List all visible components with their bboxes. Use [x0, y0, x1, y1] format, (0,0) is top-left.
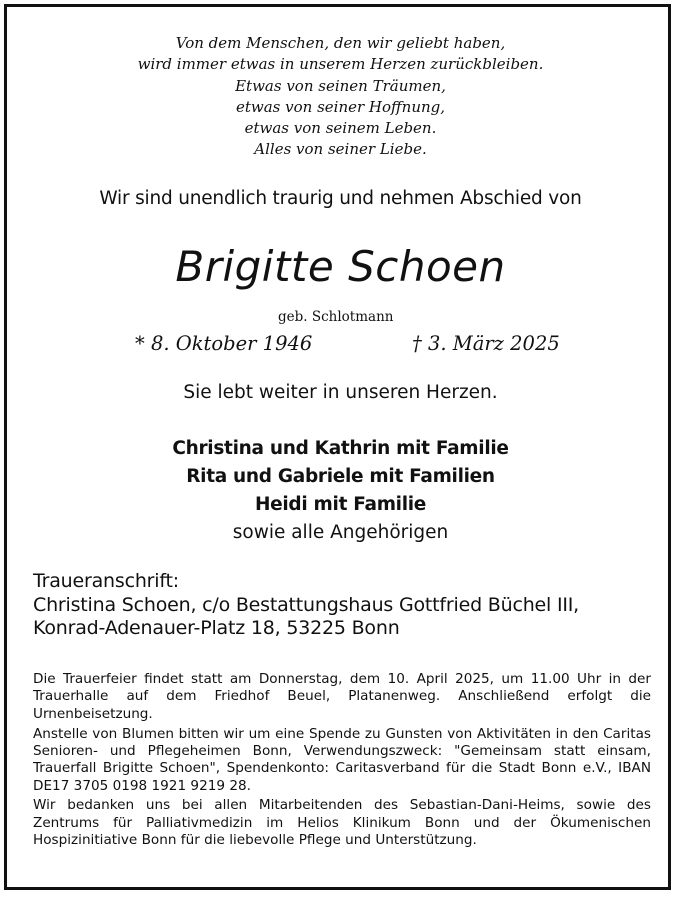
- farewell-intro: Wir sind unendlich traurig und nehmen Abschied von: [99, 188, 582, 209]
- funeral-notes: [33, 671, 651, 852]
- poem-line: etwas von seinem Leben.: [244, 119, 437, 138]
- other-relatives: sowie alle Angehörigen: [232, 522, 449, 543]
- poem-line: Alles von seiner Liebe.: [254, 140, 427, 159]
- mourner-family: Rita und Gabriele mit Familien: [186, 466, 495, 487]
- maiden-name: geb. Schlotmann: [278, 309, 394, 325]
- poem-line: Etwas von seinen Träumen,: [235, 76, 446, 95]
- death-date: † 3. März 2025: [412, 332, 560, 355]
- memorial-motto: Sie lebt weiter in unseren Herzen.: [183, 382, 498, 403]
- poem-line: etwas von seiner Hoffnung,: [235, 97, 446, 116]
- address-label: Traueranschrift:: [33, 570, 179, 592]
- donation-note: Anstelle von Blumen bitten wir um eine Spende zu Gunsten von Aktivitäten in den Caritas Senioren- und Pflegeheimen Bonn, Verwendungszweck: "Gemeinsam statt einsam, Trauerfall Brigitte Schoen", Spendenkonto: Caritasverband für die Stadt Bonn e.V., IBAN DE17 3705 0198 1921 9219 28.: [33, 725, 651, 794]
- poem-line: wird immer etwas in unserem Herzen zurückbleiben.: [137, 55, 544, 74]
- birth-date: * 8. Oktober 1946: [135, 332, 313, 355]
- ceremony-note: Die Trauerfeier findet statt am Donnerstag, dem 10. April 2025, um 11.00 Uhr in der Trauerhalle auf dem Friedhof Beuel, Platanenweg. Anschließend erfolgt die Urnenbeisetzung.: [33, 671, 651, 722]
- thanks-note: Wir bedanken uns bei allen Mitarbeitenden des Sebastian-Dani-Heims, sowie des Zentrums für Palliativmedizin im Helios Klinikum Bonn und der Ökumenischen Hospizinitiative Bonn für die liebevolle Pflege und Unterstützung.: [33, 797, 651, 849]
- deceased-name: Brigitte Schoen: [175, 242, 506, 291]
- mourning-address: [33, 570, 579, 641]
- mourners-list: [0, 435, 681, 547]
- mourner-family: Heidi mit Familie: [254, 494, 427, 515]
- poem-line: Von dem Menschen, den wir geliebt haben,: [175, 34, 506, 52]
- address-line: Christina Schoen, c/o Bestattungshaus Gottfried Büchel III,: [33, 593, 580, 616]
- mourner-family: Christina und Kathrin mit Familie: [172, 438, 509, 459]
- poem: [0, 33, 681, 161]
- address-line: Konrad-Adenauer-Platz 18, 53225 Bonn: [33, 617, 400, 639]
